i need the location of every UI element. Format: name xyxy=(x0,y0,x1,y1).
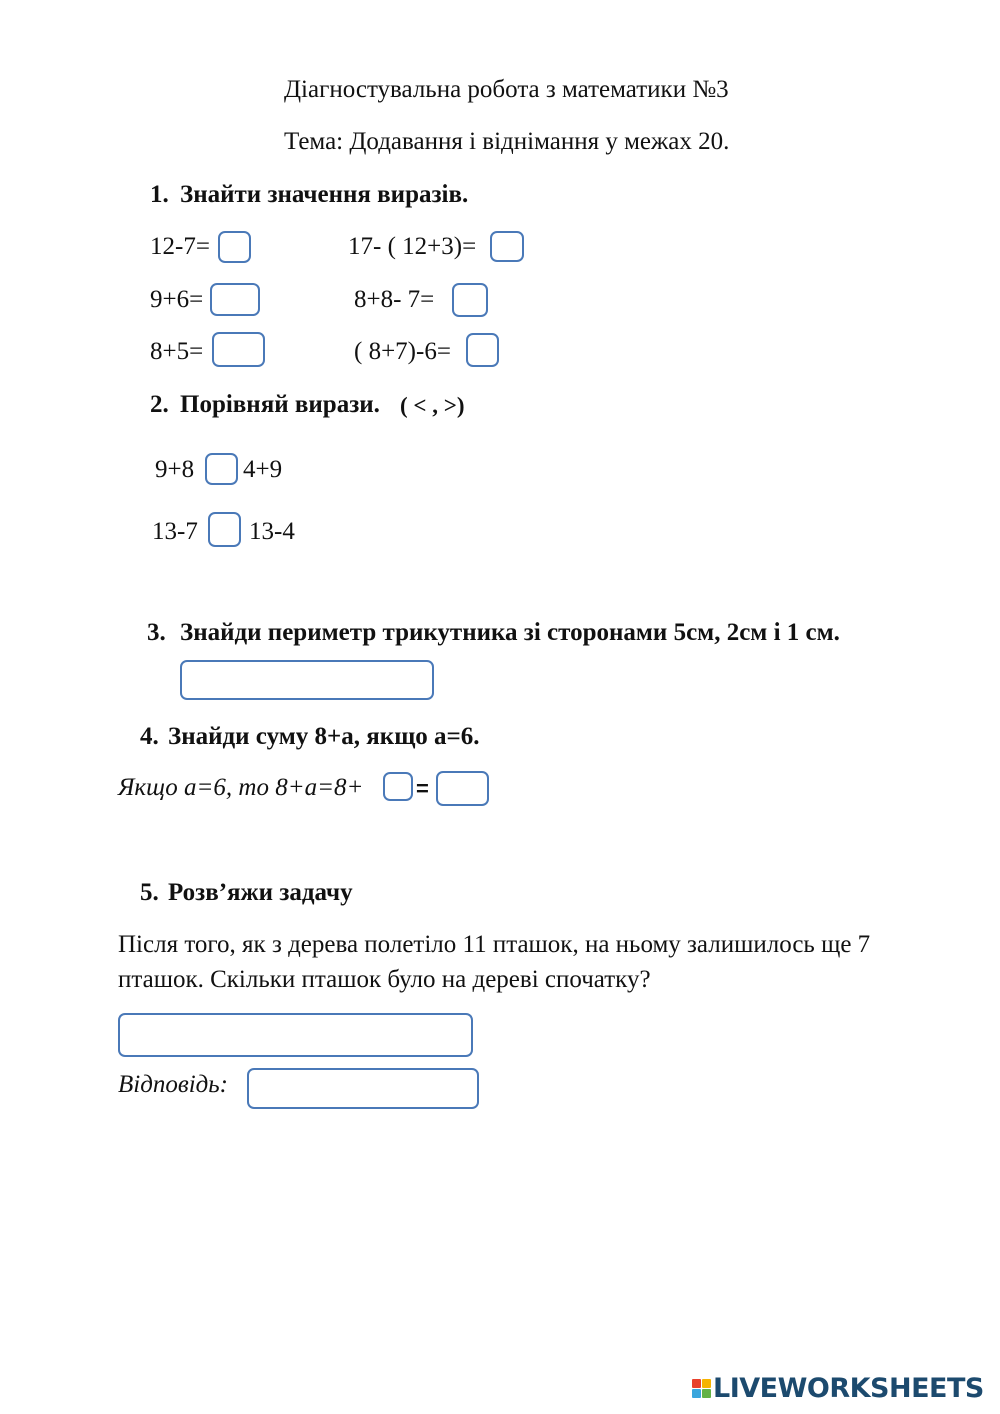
liveworksheets-logo xyxy=(692,1375,984,1402)
logo-tile-1 xyxy=(692,1379,701,1388)
answer-box-1a[interactable] xyxy=(218,231,251,263)
answer-box-1f[interactable] xyxy=(466,333,499,367)
expression-left-1: 12-7= xyxy=(150,233,210,260)
task-2-number: 2. xyxy=(150,391,169,418)
compare-box-2[interactable] xyxy=(208,512,241,547)
task-2-hint: ( < , >) xyxy=(400,393,465,418)
expression-left-2: 9+6= xyxy=(150,286,204,313)
logo-mark-icon xyxy=(692,1379,711,1398)
task-3-number: 3. xyxy=(147,619,166,646)
perimeter-answer-box[interactable] xyxy=(180,660,434,700)
task-1-heading: Знайти значення виразів. xyxy=(180,181,469,208)
answer-box-1b[interactable] xyxy=(490,231,524,262)
task-5-heading: Розв’яжи задачу xyxy=(168,879,353,906)
logo-tile-3 xyxy=(692,1389,701,1398)
compare-left-2: 13-7 xyxy=(152,518,198,545)
sum-substitute-box[interactable] xyxy=(383,772,413,801)
logo-tile-2 xyxy=(702,1379,711,1388)
answer-box-1d[interactable] xyxy=(452,283,488,317)
sum-result-box[interactable] xyxy=(436,771,489,806)
task-4-number: 4. xyxy=(140,723,159,750)
logo-tile-4 xyxy=(702,1389,711,1398)
logo-text: LIVEWORKSHEETS xyxy=(713,1373,984,1404)
task-4-expression: Якщо а=6, то 8+а=8+ xyxy=(118,774,364,801)
compare-right-1: 4+9 xyxy=(243,456,283,483)
worksheet-topic: Тема: Додавання і віднімання у межах 20. xyxy=(284,128,730,155)
answer-label: Відповідь: xyxy=(118,1071,229,1098)
solution-box[interactable] xyxy=(118,1013,473,1057)
answer-input-box[interactable] xyxy=(247,1068,479,1109)
problem-text: Після того, як з дерева полетіло 11 пташок, на ньому залишилось ще 7 пташок. Скільки пташок було на дереві спочатку? xyxy=(118,931,871,993)
compare-left-1: 9+8 xyxy=(155,456,195,483)
answer-box-1c[interactable] xyxy=(210,283,260,316)
expression-right-1: 17- ( 12+3)= xyxy=(348,233,477,260)
compare-box-1[interactable] xyxy=(205,453,238,485)
worksheet-title: Діагностувальна робота з математики №3 xyxy=(284,76,729,103)
expression-right-3: ( 8+7)-6= xyxy=(354,338,451,365)
compare-right-2: 13-4 xyxy=(249,518,295,545)
task-1-number: 1. xyxy=(150,181,169,208)
task-5-number: 5. xyxy=(140,879,159,906)
task-3-heading: Знайди периметр трикутника зі сторонами 5см, 2см і 1 см. xyxy=(180,619,840,646)
task-2-heading: Порівняй вирази. xyxy=(180,391,380,418)
task-4-heading: Знайди суму 8+а, якщо а=6. xyxy=(168,723,480,750)
answer-box-1e[interactable] xyxy=(212,332,265,367)
expression-right-2: 8+8- 7= xyxy=(354,286,435,313)
expression-left-3: 8+5= xyxy=(150,338,204,365)
equals-sign: = xyxy=(416,776,429,801)
